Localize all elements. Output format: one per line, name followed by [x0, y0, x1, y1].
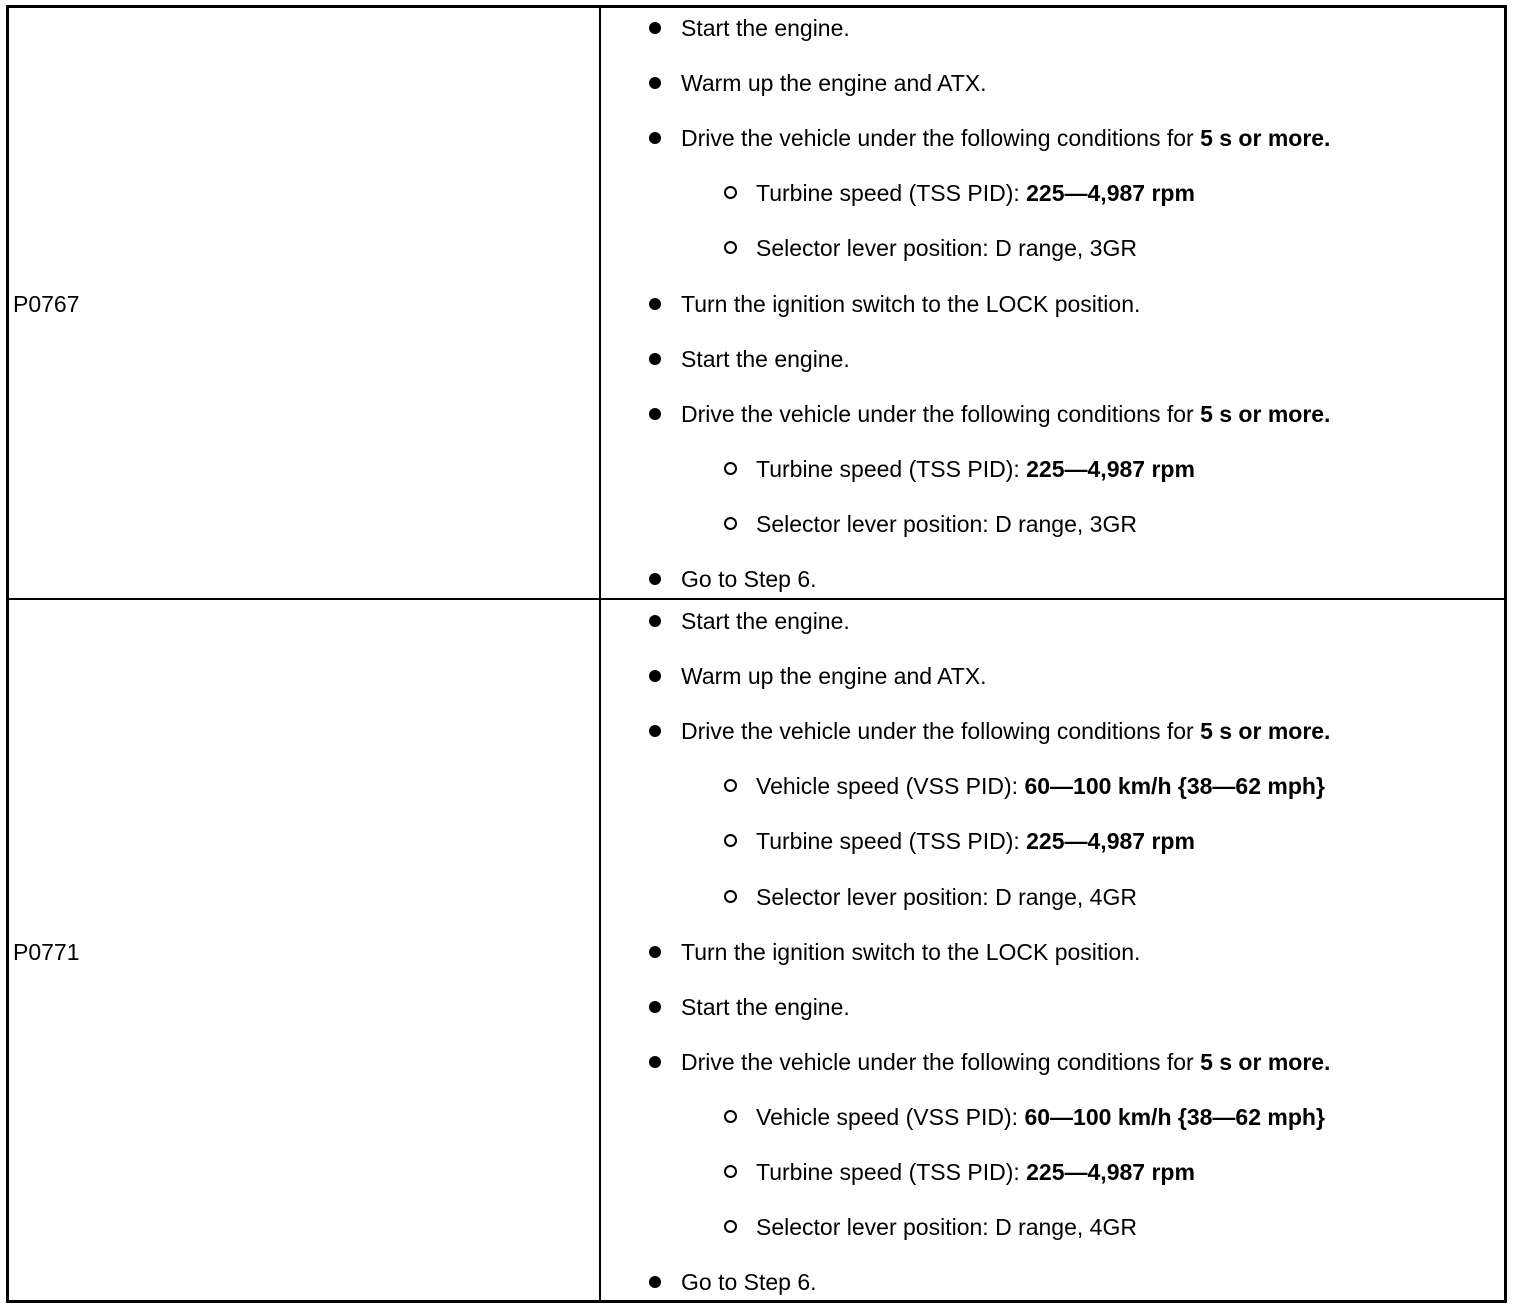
- bullet-icon: [649, 573, 661, 585]
- bullet-icon: [649, 408, 661, 420]
- bullet-icon: [649, 1056, 661, 1068]
- condition-text: [756, 235, 1137, 261]
- step-text: [681, 718, 1330, 744]
- step-plain-text: Selector lever position: D range, 3GR: [756, 235, 1137, 261]
- step-bold-value: 225—4,987 rpm: [1026, 456, 1195, 482]
- step-text: [681, 1269, 817, 1295]
- sub-bullet-icon: [724, 779, 737, 792]
- step-plain-text: Drive the vehicle under the following conditions for: [681, 401, 1201, 427]
- step-bold-value: 5 s or more.: [1200, 718, 1331, 744]
- step-text: [681, 566, 817, 592]
- sub-bullet-icon: [724, 1110, 737, 1123]
- step-plain-text: Drive the vehicle under the following conditions for: [681, 1049, 1201, 1075]
- step-text: [681, 994, 850, 1020]
- step-text: [681, 608, 850, 634]
- step-plain-text: Selector lever position: D range, 3GR: [756, 511, 1137, 537]
- condition-text: [756, 180, 1195, 206]
- sub-bullet-icon: [724, 517, 737, 530]
- step-plain-text: Selector lever position: D range, 4GR: [756, 884, 1137, 910]
- step-plain-text: Go to Step 6.: [681, 566, 817, 592]
- step-text: [681, 291, 1140, 317]
- sub-bullet-icon: [724, 834, 737, 847]
- step-plain-text: Start the engine.: [681, 346, 850, 372]
- bullet-icon: [649, 615, 661, 627]
- step-plain-text: Turbine speed (TSS PID):: [756, 1159, 1027, 1185]
- condition-text: [756, 773, 1325, 799]
- step-plain-text: Turn the ignition switch to the LOCK position.: [681, 939, 1141, 965]
- sub-bullet-icon: [724, 1165, 737, 1178]
- step-text: [681, 15, 850, 41]
- step-plain-text: Drive the vehicle under the following conditions for: [681, 125, 1201, 151]
- sub-bullet-icon: [724, 890, 737, 903]
- dtc-code-p0767: P0767: [13, 291, 80, 317]
- step-bold-value: 60—100 km/h {38—62 mph}: [1024, 1104, 1325, 1130]
- row-divider: [6, 598, 1507, 600]
- step-plain-text: Start the engine.: [681, 994, 850, 1020]
- step-plain-text: Turbine speed (TSS PID):: [756, 180, 1027, 206]
- step-plain-text: Vehicle speed (VSS PID):: [756, 773, 1025, 799]
- condition-text: [756, 1214, 1137, 1240]
- condition-text: [756, 1159, 1195, 1185]
- step-bold-value: 225—4,987 rpm: [1026, 828, 1195, 854]
- sub-bullet-icon: [724, 186, 737, 199]
- step-bold-value: 5 s or more.: [1200, 401, 1331, 427]
- bullet-icon: [649, 670, 661, 682]
- step-bold-value: 60—100 km/h {38—62 mph}: [1024, 773, 1325, 799]
- bullet-icon: [649, 1001, 661, 1013]
- step-bold-value: 5 s or more.: [1200, 1049, 1331, 1075]
- sub-bullet-icon: [724, 241, 737, 254]
- condition-text: [756, 456, 1195, 482]
- bullet-icon: [649, 725, 661, 737]
- bullet-icon: [649, 132, 661, 144]
- step-plain-text: Selector lever position: D range, 4GR: [756, 1214, 1137, 1240]
- step-plain-text: Turbine speed (TSS PID):: [756, 828, 1027, 854]
- step-bold-value: 5 s or more.: [1200, 125, 1331, 151]
- step-text: [681, 663, 987, 689]
- condition-text: [756, 1104, 1325, 1130]
- step-plain-text: Warm up the engine and ATX.: [681, 663, 987, 689]
- bullet-icon: [649, 298, 661, 310]
- step-text: [681, 125, 1330, 151]
- step-bold-value: 225—4,987 rpm: [1026, 180, 1195, 206]
- step-plain-text: Turbine speed (TSS PID):: [756, 456, 1027, 482]
- step-plain-text: Turn the ignition switch to the LOCK position.: [681, 291, 1141, 317]
- step-text: [681, 939, 1140, 965]
- bullet-icon: [649, 353, 661, 365]
- sub-bullet-icon: [724, 1220, 737, 1233]
- bullet-icon: [649, 77, 661, 89]
- dtc-code-p0771: P0771: [13, 939, 80, 965]
- step-text: [681, 401, 1330, 427]
- column-divider: [599, 5, 601, 1303]
- step-plain-text: Start the engine.: [681, 608, 850, 634]
- sub-bullet-icon: [724, 462, 737, 475]
- bullet-icon: [649, 1276, 661, 1288]
- condition-text: [756, 884, 1137, 910]
- step-text: [681, 1049, 1330, 1075]
- condition-text: [756, 511, 1137, 537]
- step-plain-text: Start the engine.: [681, 15, 850, 41]
- step-plain-text: Drive the vehicle under the following conditions for: [681, 718, 1201, 744]
- step-plain-text: Go to Step 6.: [681, 1269, 817, 1295]
- step-text: [681, 70, 987, 96]
- step-text: [681, 346, 850, 372]
- bullet-icon: [649, 22, 661, 34]
- step-plain-text: Vehicle speed (VSS PID):: [756, 1104, 1025, 1130]
- bullet-icon: [649, 946, 661, 958]
- step-bold-value: 225—4,987 rpm: [1026, 1159, 1195, 1185]
- step-plain-text: Warm up the engine and ATX.: [681, 70, 987, 96]
- condition-text: [756, 828, 1195, 854]
